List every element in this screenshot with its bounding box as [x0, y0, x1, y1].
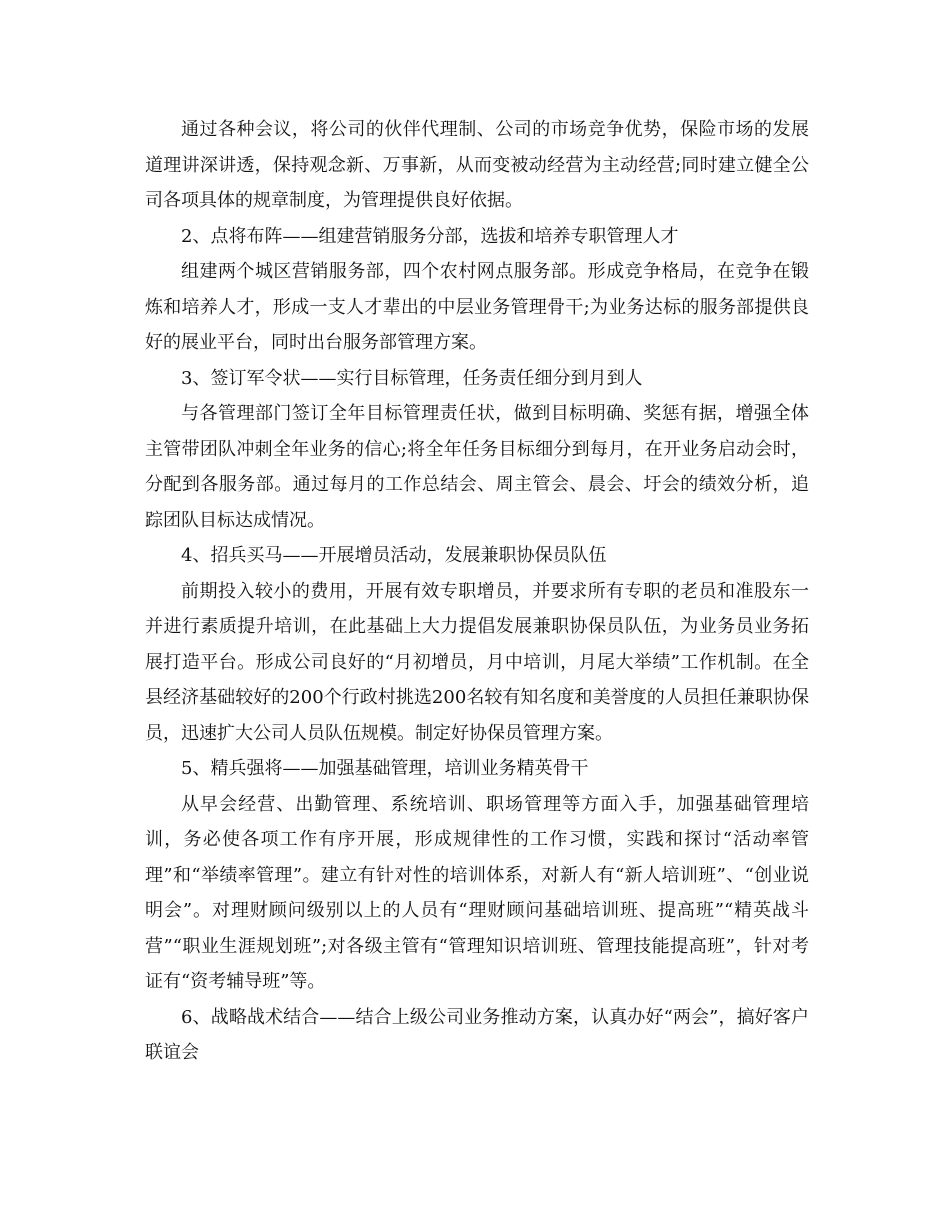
heading-6-strategy-tactics: 6、战略战术结合——结合上级公司业务推动方案，认真办好“两会”，搞好客户联谊会 [145, 1006, 809, 1063]
paragraph-meetings: 通过各种会议，将公司的伙伴代理制、公司的市场竞争优势，保险市场的发展道理讲深讲透，保持观念新、万事新，从而变被动经营为主动经营;同时建立健全公司各项具体的规章制度，为管理提供良好依据。 [145, 119, 809, 211]
paragraph-service-departments: 组建两个城区营销服务部，四个农村网点服务部。形成竞争格局，在竞争在锻炼和培养人才，形成一支人才辈出的中层业务管理骨干;为业务达标的服务部提供良好的展业平台，同时出台服务部管理方案。 [145, 261, 809, 353]
heading-2-deploy-generals: 2、点将布阵——组建营销服务分部，选拔和培养专职管理人才 [181, 225, 679, 247]
heading-3-military-order: 3、签订军令状——实行目标管理，任务责任细分到月到人 [181, 367, 643, 389]
heading-5-elite-troops: 5、精兵强将——加强基础管理，培训业务精英骨干 [181, 758, 589, 779]
paragraph-target-management: 与各管理部门签订全年目标管理责任状，做到目标明确、奖惩有据，增强全体主管带团队冲刺全年业务的信心;将全年任务目标细分到每月，在开业务启动会时，分配到各服务部。通过每月的工作总结会、周主管会、晨会、圩会的绩效分析，追踪团队目标达成情况。 [145, 403, 809, 531]
paragraph-recruitment: 前期投入较小的费用，开展有效专职增员，并要求所有专职的老员和准股东一并进行素质提升培训，在此基础上大力提倡发展兼职协保员队伍，为业务员业务拓展打造平台。形成公司良好的“月初增员，月中培训，月尾大举绩”工作机制。在全县经济基础较好的200个行政村挑选200名较有知名度和美誉度的人员担任兼职协保员，迅速扩大公司人员队伍规模。制定好协保员管理方案。 [145, 580, 809, 744]
document-body [145, 112, 809, 1071]
paragraph-training: 从早会经营、出勤管理、系统培训、职场管理等方面入手，加强基础管理培训，务必使各项工作有序开展，形成规律性的工作习惯，实践和探讨“活动率管理”和“举绩率管理”。建立有针对性的培训体系，对新人有“新人培训班”、“创业说明会”。对理财顾问级别以上的人员有“理财顾问基础培训班、提高班”“精英战斗营”“职业生涯规划班”;对各级主管有“管理知识培训班、管理技能提高班”，针对考证有“资考辅导班”等。 [145, 793, 809, 992]
heading-4-recruit: 4、招兵买马——开展增员活动，发展兼职协保员队伍 [181, 545, 607, 566]
